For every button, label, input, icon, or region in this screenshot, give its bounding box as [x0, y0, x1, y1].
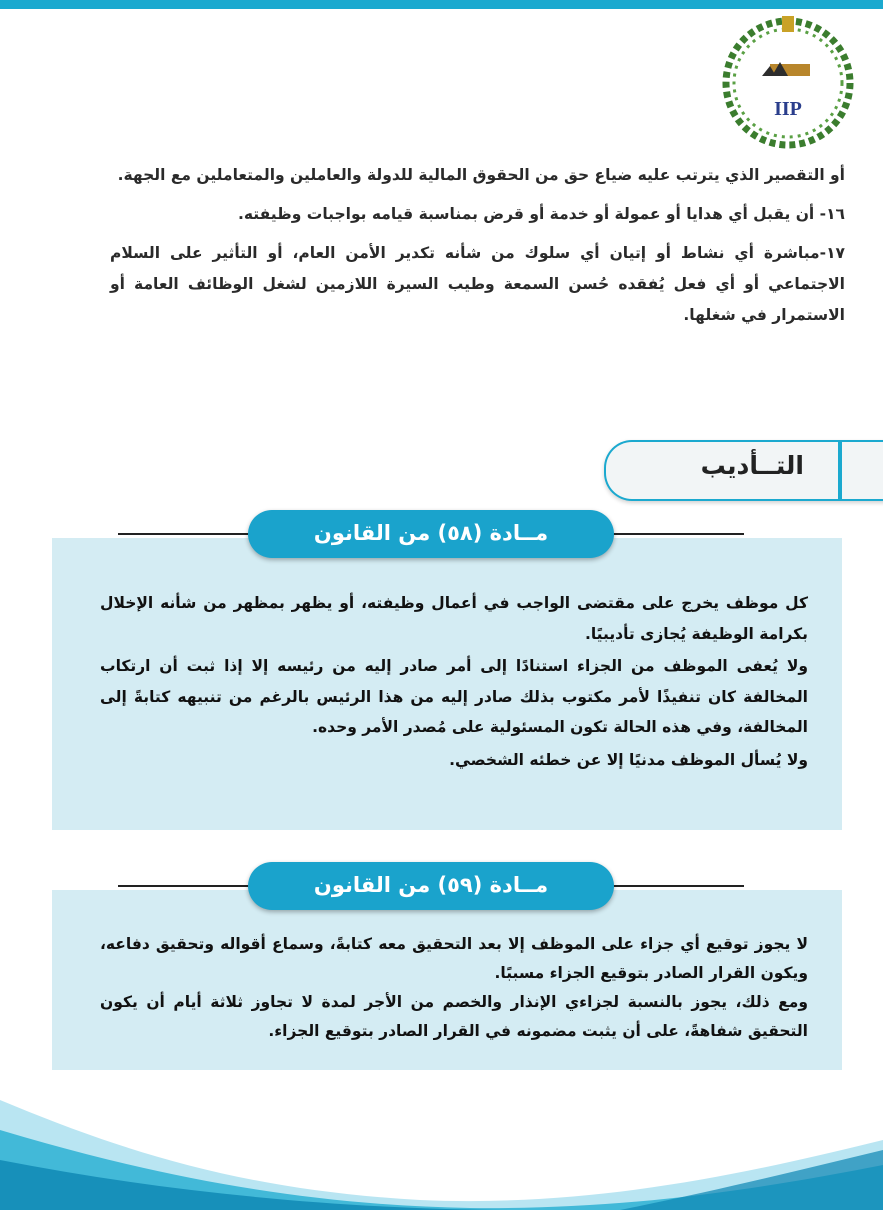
title-rule-right: [612, 885, 744, 887]
decorative-waves: [0, 1080, 883, 1210]
article-58-title: مــادة (٥٨) من القانون: [248, 510, 614, 558]
title-rule-left: [118, 885, 250, 887]
section-edge-line: [838, 440, 842, 500]
logo-monogram: IIP: [774, 98, 802, 120]
laurel-wreath-emblem: [718, 12, 858, 154]
organization-logo: [718, 12, 858, 154]
top-accent-bar: [0, 0, 883, 9]
article-58-paragraph: ولا يُسأل الموظف مدنيًا إلا عن خطئه الشخصي.: [449, 750, 808, 769]
article-58-paragraph: كل موظف يخرج على مقتضى الواجب في أعمال وظيفته، أو يظهر بمظهر من شأنه الإخلال بكرامة الوظيفة يُجازى تأديبيًا.: [100, 594, 808, 643]
article-59-title: مــادة (٥٩) من القانون: [248, 862, 614, 910]
title-rule-left: [118, 533, 250, 535]
article-59-paragraph: لا يجوز توقيع أي جزاء على الموظف إلا بعد التحقيق معه كتابةً، وسماع أقواله وتحقيق دفاعه، ويكون القرار الصادر بتوقيع الجزاء مسببًا.: [100, 935, 808, 982]
intro-item-17: ١٧-مباشرة أي نشاط أو إتيان أي سلوك من شأنه تكدير الأمن العام، أو التأثير على السلام الاجتماعي أو أي فعل يُفقده حُسن السمعة وطيب السيرة اللازمين لشغل الوظائف العامة أو الاستمرار في شغلها.: [110, 244, 845, 324]
section-title: التــأديب: [700, 451, 804, 480]
article-59-paragraph: ومع ذلك، يجوز بالنسبة لجزاءي الإنذار والخصم من الأجر لمدة لا تجاوز ثلاثة أيام أن يكون التحقيق شفاهةً، على أن يثبت مضمونه في القرار الصادر بتوقيع الجزاء.: [100, 993, 808, 1040]
title-rule-right: [612, 533, 744, 535]
article-58-body: [100, 588, 808, 777]
article-59-body: [100, 930, 808, 1046]
article-58-paragraph: ولا يُعفى الموظف من الجزاء استنادًا إلى أمر صادر إليه من رئيسه إلا إذا ثبت أن ارتكاب المخالفة كان تنفيذًا لأمر مكتوب بذلك صادر إليه من هذا الرئيس بالرغم من تنبيهه كتابةً إلى المخالفة، وفي هذه الحالة تكون المسئولية على مُصدر الأمر وحده.: [100, 657, 808, 736]
intro-item-16: ١٦- أن يقبل أي هدايا أو عمولة أو خدمة أو قرض بمناسبة قيامه بواجبات وظيفته.: [238, 205, 845, 223]
intro-paragraph: أو التقصير الذي يترتب عليه ضياع حق من الحقوق المالية للدولة والعاملين والمتعاملين مع الجهة.: [117, 166, 845, 184]
intro-text: [110, 160, 845, 339]
